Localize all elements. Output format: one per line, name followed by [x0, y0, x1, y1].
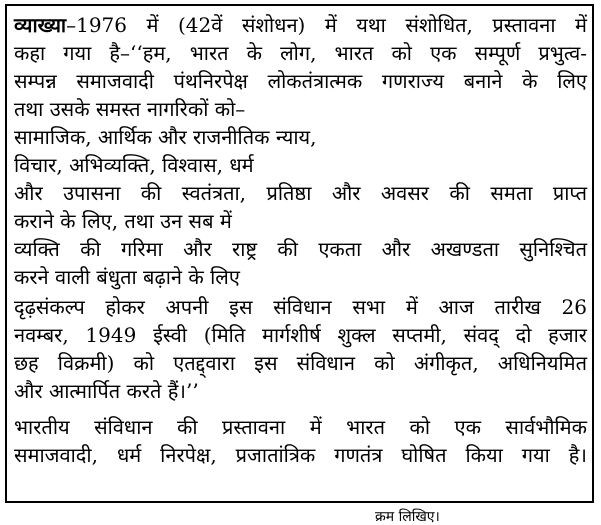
text-line-14: और आत्मार्पित करते हैं।’’: [14, 379, 199, 403]
text-line-9: व्यक्ति की गरिमा और राष्ट्र की एकता और अखण्डता सुनिश्चित: [14, 237, 587, 261]
text-line-8: कराने के लिए, तथा उन सब में: [14, 209, 232, 233]
text-line-15: भारतीय संविधान की प्रस्तावना में भारत को एक सार्वभौमिक: [14, 415, 587, 439]
text-line-6: विचार, अभिव्यक्ति, विश्वास, धर्म: [14, 153, 254, 177]
text-line-7: और उपासना की स्वतंत्रता, प्रतिष्ठा और अवसर की समता प्राप्त: [14, 181, 587, 205]
heading-label: व्याख्या: [14, 13, 67, 37]
text-line-4: तथा उसके समस्त नागरिकों को–: [14, 97, 246, 121]
text-line-11: दृढ़संकल्प होकर अपनी इस संविधान सभा में आज तारीख 26: [14, 295, 587, 319]
cropped-next-line-fragment: क्रम लिखिए।: [375, 509, 440, 525]
text-line-10: करने वाली बंधुता बढ़ाने के लिए: [14, 265, 240, 289]
text-line-3: सम्पन्न समाजवादी पंथनिरपेक्ष लोकतंत्रात्मक गणराज्य बनाने के लिए: [14, 69, 587, 93]
text-line-12: नवम्बर, 1949 ईस्वी (मिति मार्गशीर्ष शुक्ल सप्तमी, संवद् दो हजार: [14, 323, 587, 347]
text-line-2: कहा गया है–‘‘हम, भारत के लोग, भारत को एक सम्पूर्ण प्रभुत्व-: [14, 41, 587, 65]
text-line-13: छह विक्रमी) को एतद्द्वारा इस संविधान को अंगीकृत, अधिनियमित: [14, 351, 587, 375]
line-1-text: –1976 में (42वें संशोधन) में यथा संशोधित, प्रस्तावना में: [66, 13, 587, 37]
text-line-1: [14, 11, 587, 39]
text-line-16: समाजवादी, धर्म निरपेक्ष, प्रजातांत्रिक गणतंत्र घोषित किया गया है।: [14, 443, 587, 467]
text-line-5: सामाजिक, आर्थिक और राजनीतिक न्याय,: [14, 125, 317, 149]
